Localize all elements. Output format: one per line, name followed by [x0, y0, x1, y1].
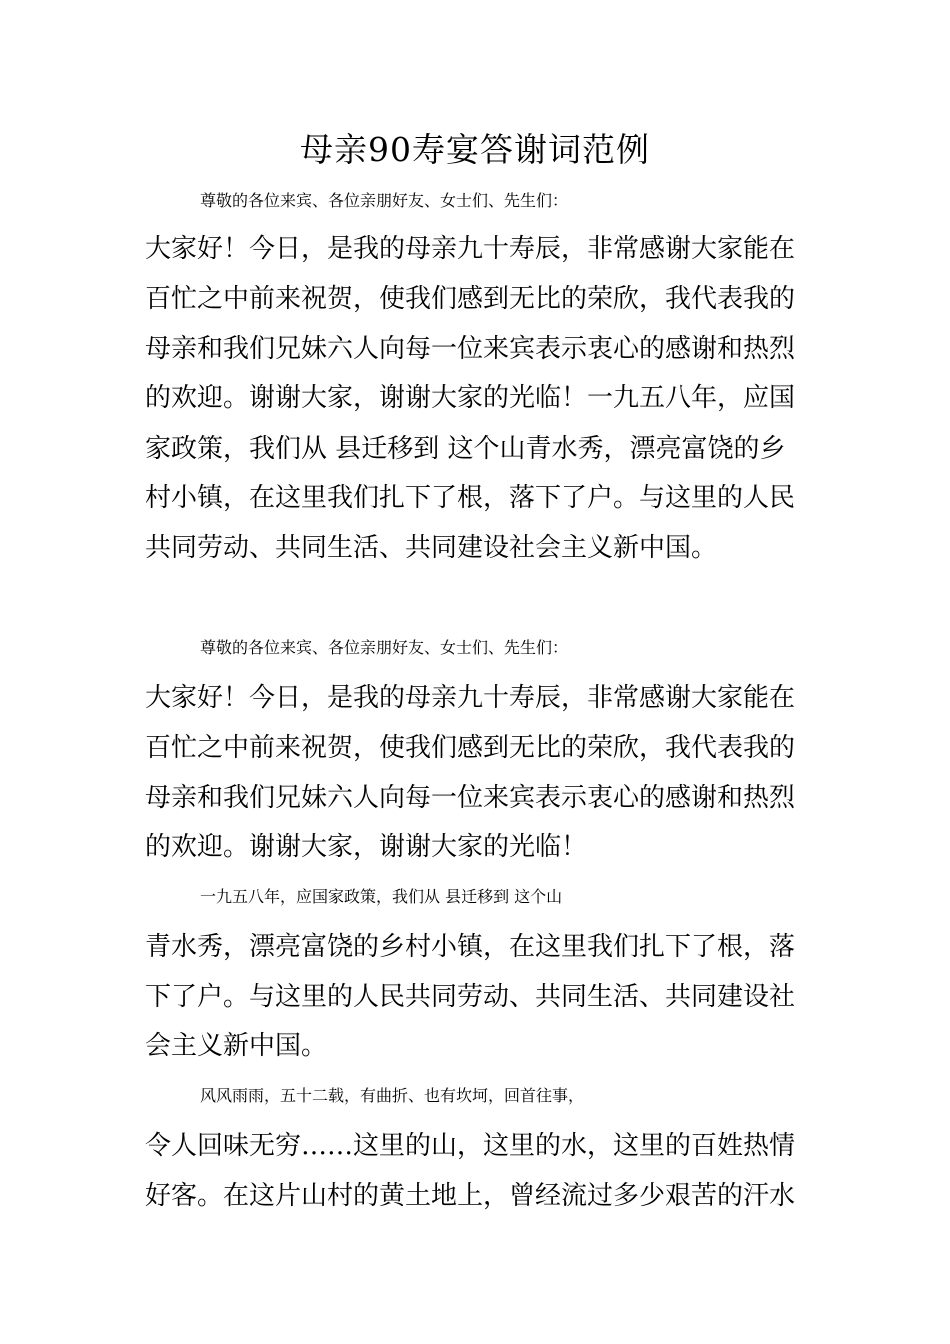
paragraph-line: 尊敬的各位来宾、各位亲朋好友、女士们、先生们：: [200, 191, 569, 210]
paragraph-line: 的欢迎。谢谢大家，谢谢大家的光临！一九五八年，应国: [145, 383, 796, 413]
paragraph-line: 令人回味无穷……这里的山，这里的水，这里的百姓热情: [145, 1131, 796, 1161]
paragraph-line: 母亲和我们兄妹六人向每一位来宾表示衷心的感谢和热烈: [145, 783, 796, 813]
document-title: 母亲90寿宴答谢词范例: [300, 130, 650, 169]
paragraph-line: 大家好！今日，是我的母亲九十寿辰，非常感谢大家能在: [145, 683, 796, 713]
paragraph-line: 大家好！今日，是我的母亲九十寿辰，非常感谢大家能在: [145, 234, 796, 264]
paragraph-line: 母亲和我们兄妹六人向每一位来宾表示衷心的感谢和热烈: [145, 334, 796, 364]
paragraph-line: 共同劳动、共同生活、共同建设社会主义新中国。: [145, 533, 718, 563]
paragraph-line: 的欢迎。谢谢大家，谢谢大家的光临！: [145, 832, 588, 862]
paragraph-line: 尊敬的各位来宾、各位亲朋好友、女士们、先生们：: [200, 638, 569, 657]
paragraph-line: 百忙之中前来祝贺，使我们感到无比的荣欣，我代表我的: [145, 733, 796, 763]
paragraph-line: 一九五八年，应国家政策，我们从 县迁移到 这个山: [200, 887, 563, 906]
paragraph-line: 好客。在这片山村的黄土地上，曾经流过多少艰苦的汗水: [145, 1181, 796, 1211]
paragraph-line: 下了户。与这里的人民共同劳动、共同生活、共同建设社: [145, 982, 796, 1012]
paragraph-line: 家政策，我们从 县迁移到 这个山青水秀，漂亮富饶的乡: [145, 434, 786, 464]
paragraph-line: 风风雨雨，五十二载，有曲折、也有坎坷，回首往事，: [200, 1086, 585, 1105]
paragraph-line: 村小镇，在这里我们扎下了根，落下了户。与这里的人民: [145, 483, 796, 513]
paragraph-line: 百忙之中前来祝贺，使我们感到无比的荣欣，我代表我的: [145, 284, 796, 314]
paragraph-line: 会主义新中国。: [145, 1031, 328, 1061]
paragraph-line: 青水秀，漂亮富饶的乡村小镇，在这里我们扎下了根，落: [145, 932, 796, 962]
